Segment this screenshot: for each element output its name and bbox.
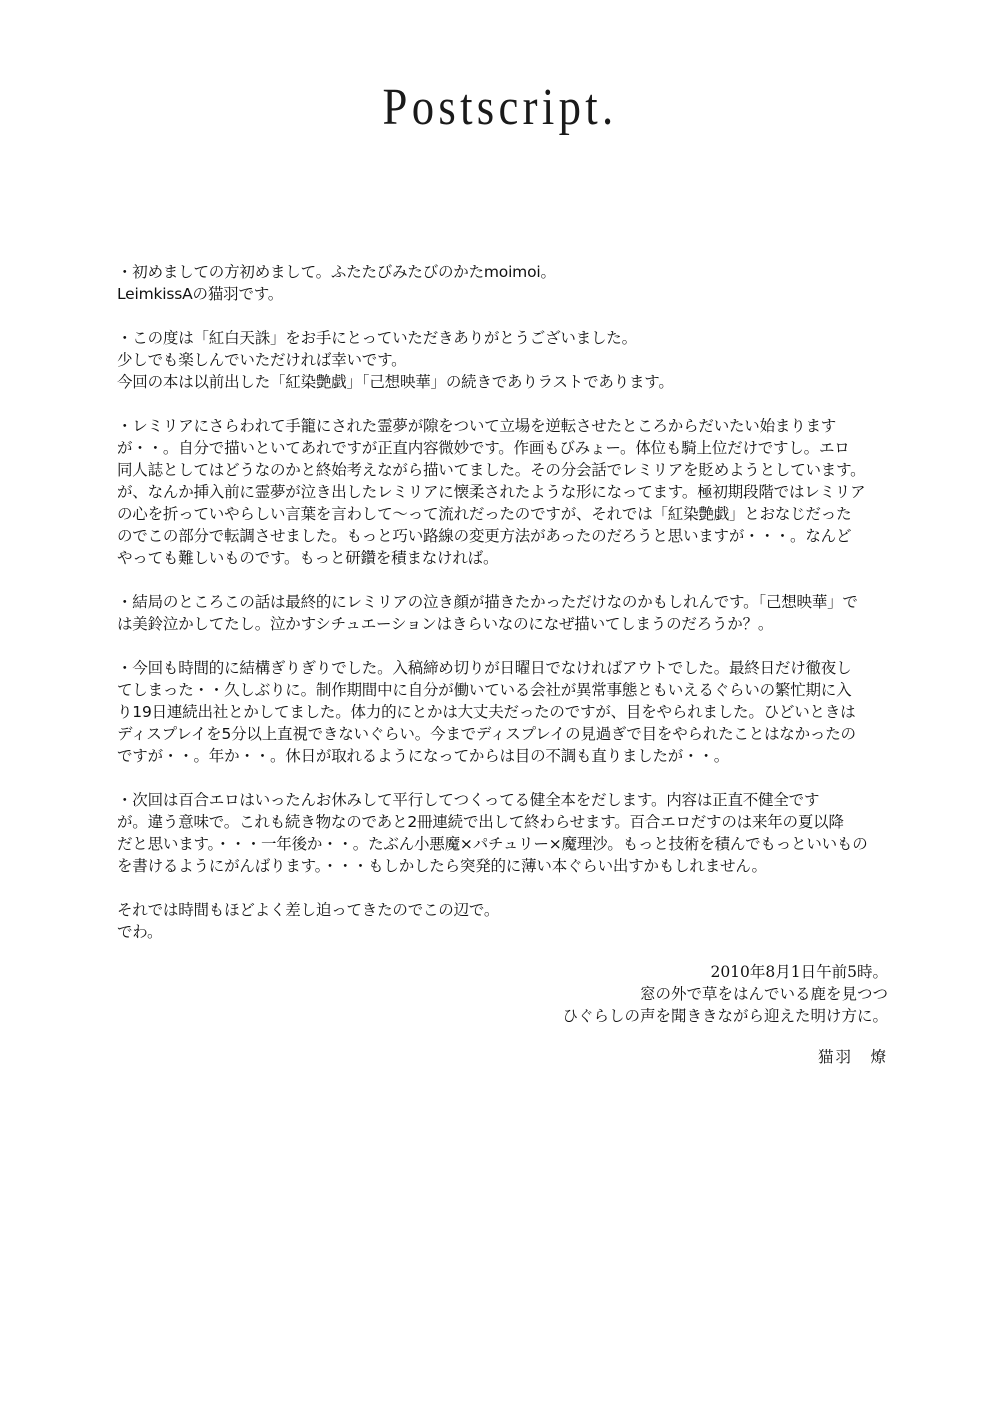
- text-line: 少しでも楽しんでいただければ幸いです。: [117, 351, 407, 369]
- postscript-body: [117, 261, 897, 965]
- text-line: ・今回も時間的に結構ぎりぎりでした。入稿締め切りが日曜日でなければアウトでした。最終日だけ徹夜し: [117, 659, 852, 677]
- text-line: ・この度は「紅白天誅」をお手にとっていただきありがとうございました。: [117, 329, 637, 347]
- text-line: ・レミリアにさらわれて手籠にされた霊夢が隙をついて立場を逆転させたところからだいたい始まります: [117, 417, 837, 435]
- text-line: でわ。: [117, 923, 163, 941]
- signoff-date: 2010年8月1日午前5時。: [710, 963, 888, 981]
- text-line: ですが・・。年か・・。休日が取れるようになってからは目の不調も直りましたが・・。: [117, 747, 730, 765]
- text-line: だと思います。・・・一年後か・・。たぶん小悪魔×パチュリー×魔理沙。もっと技術を積んでもっといいもの: [117, 835, 868, 853]
- text-line: 今回の本は以前出した「紅染艶戯」「己想映華」の続きでありラストであります。: [117, 373, 674, 391]
- signoff-line: 窓の外で草をはんでいる鹿を見つつ: [639, 985, 888, 1003]
- paragraph-thanks: [117, 327, 897, 393]
- text-line: が・・。自分で描いといてあれですが正直内容微妙です。作画もびみょー。体位も騎上位だけですし。エロ: [117, 439, 850, 457]
- text-line: ディスプレイを5分以上直視できないぐらい。今までディスプレイの見過ぎで目をやられたことはなかったの: [117, 725, 856, 743]
- paragraph-story: [117, 415, 897, 569]
- signoff-block: [388, 961, 888, 1027]
- text-line: は美鈴泣かしてたし。泣かすシチュエーションはきらいなのになぜ描いてしまうのだろうか？。: [117, 615, 774, 633]
- text-line: それでは時間もほどよく差し迫ってきたのでこの辺で。: [117, 901, 500, 919]
- text-line: が、なんか挿入前に霊夢が泣き出したレミリアに懐柔されたような形になってます。極初期段階ではレミリア: [117, 483, 866, 501]
- text-line: の心を折っていやらしい言葉を言わして〜って流れだったのですが、それでは「紅染艶戯」とおなじだった: [117, 505, 852, 523]
- text-line: ・初めましての方初めまして。ふたたびみたびのかたmoimoi。: [117, 263, 556, 281]
- paragraph-farewell: [117, 899, 897, 943]
- author-name: 猫羽 燎: [817, 1048, 888, 1066]
- text-line: てしまった・・久しぶりに。制作期間中に自分が働いている会社が異常事態ともいえるぐらいの繁忙期に入: [117, 681, 852, 699]
- text-line: 同人誌としてはどうなのかと終始考えながら描いてました。その分会話でレミリアを貶めようとしています。: [117, 461, 866, 479]
- text-line: LeimkissAの猫羽です。: [117, 285, 284, 303]
- paragraph-schedule: [117, 657, 897, 767]
- paragraph-greeting: [117, 261, 897, 305]
- text-line: ・結局のところこの話は最終的にレミリアの泣き顔が描きたかっただけなのかもしれんです。「己想映華」で: [117, 593, 858, 611]
- text-line: やっても難しいものです。もっと研鑽を積まなければ。: [117, 549, 499, 567]
- text-line: り19日連続出社とかしてました。体力的にとかは大丈夫だったのですが、目をやられました。ひどいときは: [117, 703, 856, 721]
- paragraph-conclusion: [117, 591, 897, 635]
- text-line: を書けるようにがんばります。・・・もしかしたら突発的に薄い本ぐらい出すかもしれません。: [117, 857, 767, 875]
- signoff-line: ひぐらしの声を聞ききながら迎えた明け方に。: [562, 1007, 888, 1025]
- text-line: のでこの部分で転調させました。もっと巧い路線の変更方法があったのだろうと思いますが・・・。なんど: [117, 527, 852, 545]
- paragraph-next-plans: [117, 789, 897, 877]
- page-title: Postscript.: [382, 79, 618, 136]
- text-line: ・次回は百合エロはいったんお休みして平行してつくってる健全本をだします。内容は正直不健全です: [117, 791, 820, 809]
- text-line: が。違う意味で。これも続き物なのであと2冊連続で出して終わらせます。百合エロだすのは来年の夏以降: [117, 813, 844, 831]
